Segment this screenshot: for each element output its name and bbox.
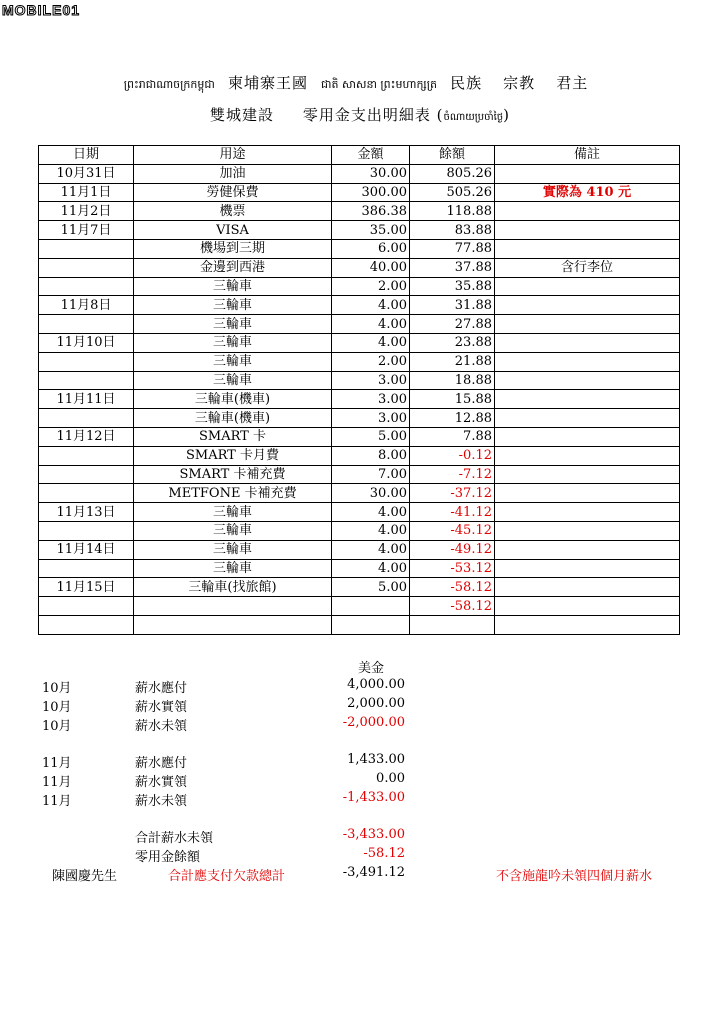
row-balance: 31.88 [410, 296, 495, 315]
row-date: 10月31日 [39, 164, 134, 183]
row-purpose: 三輪車 [134, 371, 332, 390]
row-balance: 35.88 [410, 277, 495, 296]
row-purpose: VISA [134, 221, 332, 240]
row-amount: 40.00 [332, 258, 410, 277]
salary-label: 薪水應付 [135, 681, 188, 696]
row-purpose: 三輪車(機車) [134, 409, 332, 428]
salary-month: 11月 [42, 794, 72, 809]
salary-month: 11月 [42, 775, 72, 790]
row-balance: -45.12 [410, 521, 495, 540]
row-date: 11月7日 [39, 221, 134, 240]
row-purpose: SMART 卡補充費 [134, 465, 332, 484]
row-purpose: 三輪車 [134, 503, 332, 522]
row-purpose: 三輪車 [134, 352, 332, 371]
col-purpose-header: 用途 [134, 146, 332, 165]
person-name: 陳國慶先生 [52, 869, 118, 884]
row-purpose: 三輪車 [134, 277, 332, 296]
row-amount: 8.00 [332, 446, 410, 465]
petty-cash-value: -58.12 [363, 846, 405, 861]
row-balance: 77.88 [410, 239, 495, 258]
row-date: 11月11日 [39, 390, 134, 409]
salary-value: 4,000.00 [347, 677, 405, 692]
total-owed-label: 合計應支付欠款總計 [168, 869, 286, 884]
row-balance: 83.88 [410, 221, 495, 240]
row-balance: 505.26 [410, 183, 495, 202]
col-note-header: 備註 [495, 146, 680, 165]
row-purpose: 三輪車 [134, 540, 332, 559]
remark-text: 不含施龍吟未領四個月薪水 [496, 869, 653, 884]
row-balance: 37.88 [410, 258, 495, 277]
row-balance: -7.12 [410, 465, 495, 484]
row-date: 11月15日 [39, 578, 134, 597]
row-amount: 4.00 [332, 333, 410, 352]
row-balance: 118.88 [410, 202, 495, 221]
motto-nation: 民族 [450, 74, 483, 92]
motto-king: 君主 [556, 74, 589, 92]
row-purpose: 三輪車 [134, 296, 332, 315]
salary-label: 薪水應付 [135, 756, 188, 771]
khmer-title: ចំណាយប្រចាំថ្ងៃ [443, 112, 504, 123]
salary-row [0, 696, 720, 714]
salary-month: 11月 [42, 756, 72, 771]
total-unpaid-value: -3,433.00 [342, 827, 405, 842]
salary-month: 10月 [42, 681, 72, 696]
row-amount: 6.00 [332, 239, 410, 258]
row-amount: 386.38 [332, 202, 410, 221]
row-purpose: 勞健保費 [134, 183, 332, 202]
row-date: 11月12日 [39, 427, 134, 446]
row-amount: 2.00 [332, 277, 410, 296]
khmer-kingdom-text: ព្រះរាជាណាចក្រកម្ពុជា [123, 78, 215, 91]
row-balance: -49.12 [410, 540, 495, 559]
total-owed-value: -3,491.12 [342, 865, 405, 880]
row-amount: 3.00 [332, 390, 410, 409]
total-owed-row [0, 865, 720, 883]
row-amount: 4.00 [332, 315, 410, 334]
row-date: 11月1日 [39, 183, 134, 202]
row-amount: 5.00 [332, 427, 410, 446]
row-amount: 4.00 [332, 521, 410, 540]
row-balance: -0.12 [410, 446, 495, 465]
row-amount: 4.00 [332, 503, 410, 522]
row-amount: 30.00 [332, 484, 410, 503]
total-unpaid-label: 合計薪水未領 [135, 831, 214, 846]
row-purpose: 金邊到西港 [134, 258, 332, 277]
salary-label: 薪水實領 [135, 700, 188, 715]
kingdom-title: 柬埔寨王國 [227, 74, 308, 92]
row-amount: 3.00 [332, 371, 410, 390]
salary-month: 10月 [42, 719, 72, 734]
row-amount: 2.00 [332, 352, 410, 371]
row-purpose: SMART 卡月費 [134, 446, 332, 465]
row-amount: 3.00 [332, 409, 410, 428]
sheet-title: 零用金支出明細表 [302, 106, 431, 124]
petty-cash-row [0, 846, 720, 864]
row-amount: 5.00 [332, 578, 410, 597]
salary-row [0, 771, 720, 789]
row-balance: 21.88 [410, 352, 495, 371]
salary-value: 0.00 [376, 771, 405, 786]
row-purpose: SMART 卡 [134, 427, 332, 446]
col-balance-header: 餘額 [410, 146, 495, 165]
salary-label: 薪水未領 [135, 719, 188, 734]
row-amount: 4.00 [332, 540, 410, 559]
row-note: 含行李位 [495, 258, 680, 277]
summary-currency-row [0, 657, 720, 675]
row-balance: -41.12 [410, 503, 495, 522]
row-amount: 35.00 [332, 221, 410, 240]
row-balance: 12.88 [410, 409, 495, 428]
salary-value: -2,000.00 [342, 715, 405, 730]
row-balance: 7.88 [410, 427, 495, 446]
total-unpaid-row [0, 827, 720, 845]
row-purpose: 加油 [134, 164, 332, 183]
row-purpose: 三輪車 [134, 333, 332, 352]
row-balance: 18.88 [410, 371, 495, 390]
row-note: 實際為 410 元 [495, 183, 680, 202]
row-date: 11月8日 [39, 296, 134, 315]
row-balance: -58.12 [410, 578, 495, 597]
row-date: 11月14日 [39, 540, 134, 559]
currency-label: 美金 [358, 661, 385, 676]
row-purpose: 機票 [134, 202, 332, 221]
khmer-motto-text: ជាតិ សាសនា ព្រះមហាក្សត្រ [321, 78, 437, 91]
salary-row [0, 715, 720, 733]
row-balance: 27.88 [410, 315, 495, 334]
row-purpose: 機場到三期 [134, 239, 332, 258]
row-amount: 30.00 [332, 164, 410, 183]
row-balance: -37.12 [410, 484, 495, 503]
col-amount-header: 金額 [332, 146, 410, 165]
row-purpose: 三輪車(找旅館) [134, 578, 332, 597]
col-date-header: 日期 [39, 146, 134, 165]
salary-label: 薪水實領 [135, 775, 188, 790]
project-name: 雙城建設 [210, 106, 275, 124]
row-balance: -53.12 [410, 559, 495, 578]
row-balance: -58.12 [410, 597, 495, 616]
row-amount: 4.00 [332, 559, 410, 578]
row-purpose: 三輪車(機車) [134, 390, 332, 409]
salary-value: -1,433.00 [342, 790, 405, 805]
row-amount: 300.00 [332, 183, 410, 202]
row-balance: 805.26 [410, 164, 495, 183]
salary-value: 2,000.00 [347, 696, 405, 711]
row-purpose: 三輪車 [134, 521, 332, 540]
salary-label: 薪水未領 [135, 794, 188, 809]
salary-month: 10月 [42, 700, 72, 715]
document-title: 雙城建設 零用金支出明細表 (ចំណាយប្រចាំថ្ងៃ) [210, 106, 510, 124]
salary-value: 1,433.00 [347, 752, 405, 767]
salary-row [0, 677, 720, 695]
row-date: 11月2日 [39, 202, 134, 221]
row-balance: 23.88 [410, 333, 495, 352]
row-purpose: 三輪車 [134, 315, 332, 334]
salary-row [0, 790, 720, 808]
salary-row [0, 752, 720, 770]
motto-religion: 宗教 [503, 74, 536, 92]
petty-cash-label: 零用金餘額 [135, 850, 201, 865]
row-amount: 7.00 [332, 465, 410, 484]
row-purpose: 三輪車 [134, 559, 332, 578]
row-balance: 15.88 [410, 390, 495, 409]
row-date: 11月10日 [39, 333, 134, 352]
row-date: 11月13日 [39, 503, 134, 522]
mobile01-watermark: MOBILE01 [2, 2, 81, 18]
row-purpose: METFONE 卡補充費 [134, 484, 332, 503]
row-amount: 4.00 [332, 296, 410, 315]
